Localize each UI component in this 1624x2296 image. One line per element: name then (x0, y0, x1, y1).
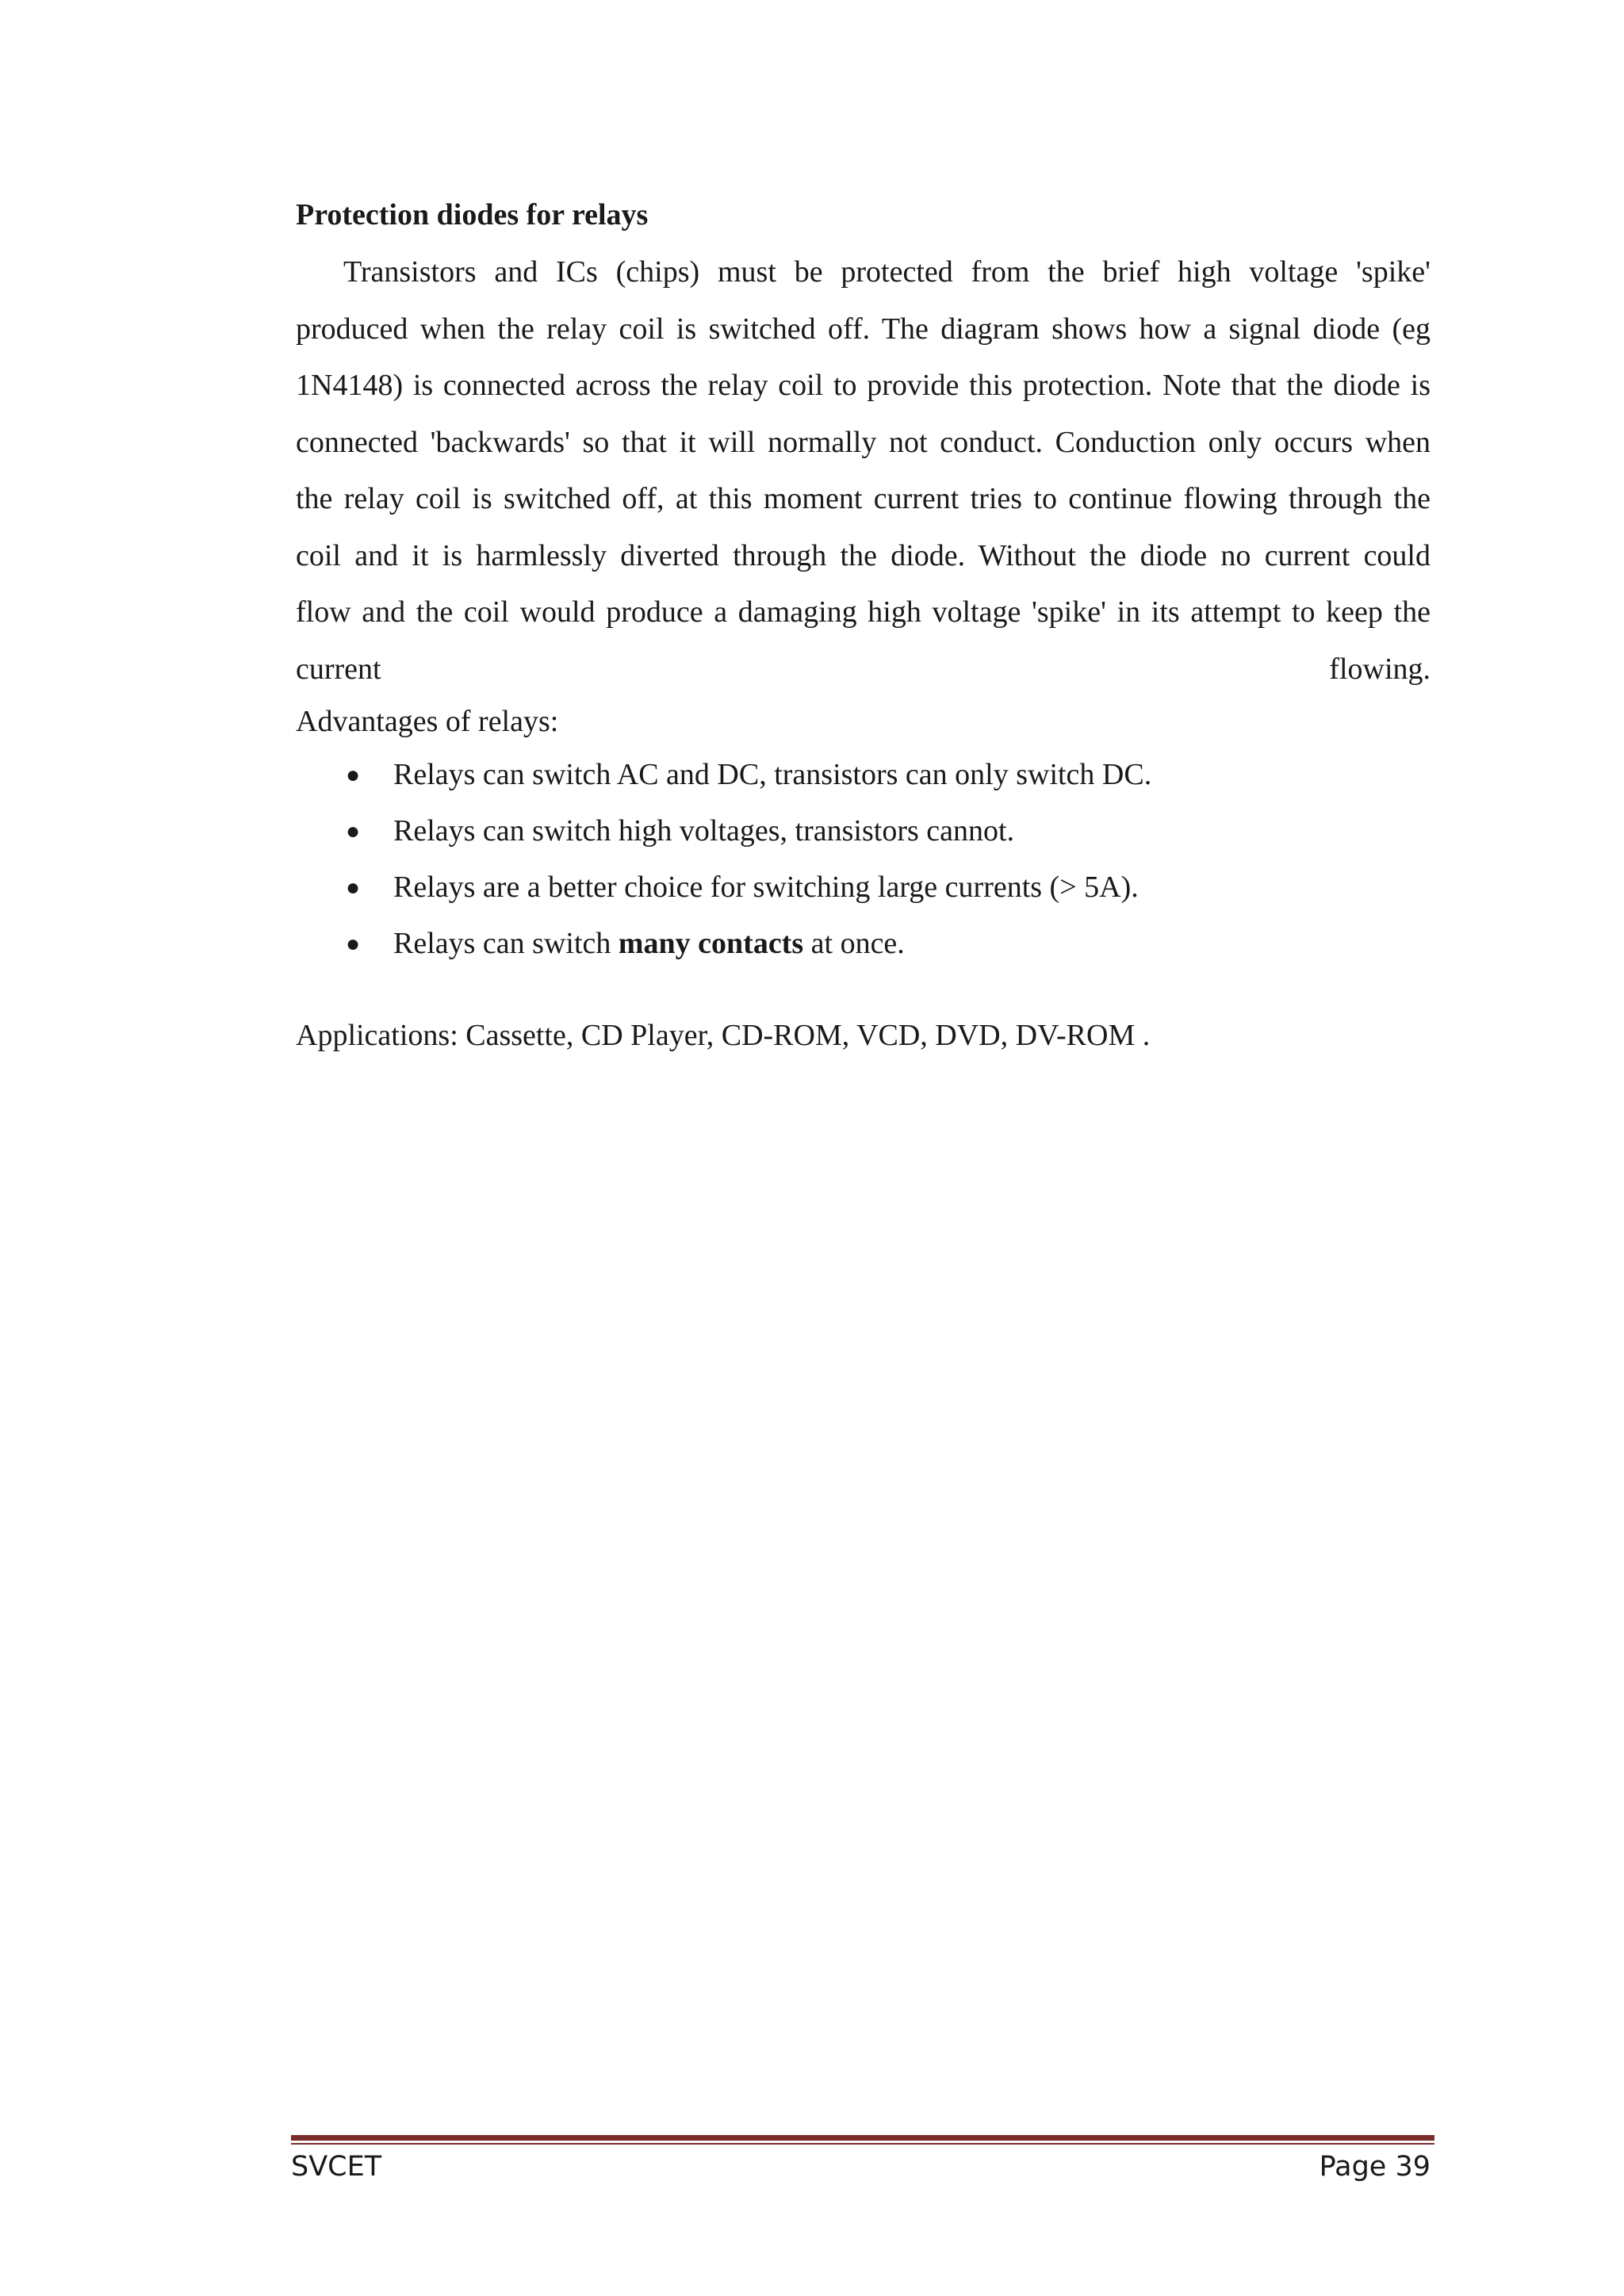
list-item-text-prefix: Relays can switch (393, 927, 619, 960)
list-item-text: Relays can switch high voltages, transistors cannot. (393, 814, 1015, 848)
footer-rule (291, 2135, 1434, 2141)
list-item-text: Relays are a better choice for switching large currents (> 5A). (393, 871, 1139, 904)
list-item (296, 803, 1431, 859)
applications-line: Applications: Cassette, CD Player, CD-ROM, VCD, DVD, DV-ROM . (296, 1019, 1151, 1052)
bullet-icon: ● (346, 762, 361, 788)
body-paragraph: Transistors and ICs (chips) must be protected from the brief high voltage 'spike' produced when the relay coil is switched off. The diagram shows how a signal diode (eg 1N4148) is connected across the relay coil to provide this protection. Note that the diode is connected 'backwards' so that it will normally not conduct. Conduction only occurs when the relay coil is switched off, at this moment current tries to continue flowing through the coil and it is harmlessly diverted through the diode. Without the diode no current could flow and the coil would produce a damaging high voltage 'spike' in its attempt to keep the current flowing. (296, 255, 1431, 686)
list-item-text: Relays can switch AC and DC, transistors can only switch DC. (393, 758, 1152, 791)
list-item (296, 916, 1431, 972)
page-content (296, 192, 1431, 1059)
section-heading: Protection diodes for relays (296, 198, 649, 232)
list-item (296, 747, 1431, 803)
footer-institution: SVCET (291, 2151, 382, 2183)
bullet-icon: ● (346, 818, 361, 844)
advantages-title: Advantages of relays: (296, 705, 559, 738)
bullet-icon: ● (346, 874, 361, 901)
list-item (296, 859, 1431, 916)
list-item-text-bold: many contacts (618, 927, 804, 960)
footer-rule-thin (291, 2143, 1434, 2145)
footer-page-number: Page 39 (1319, 2151, 1431, 2183)
list-item-text-suffix: at once. (803, 927, 905, 960)
advantages-list (296, 747, 1431, 972)
bullet-icon: ● (346, 931, 361, 957)
